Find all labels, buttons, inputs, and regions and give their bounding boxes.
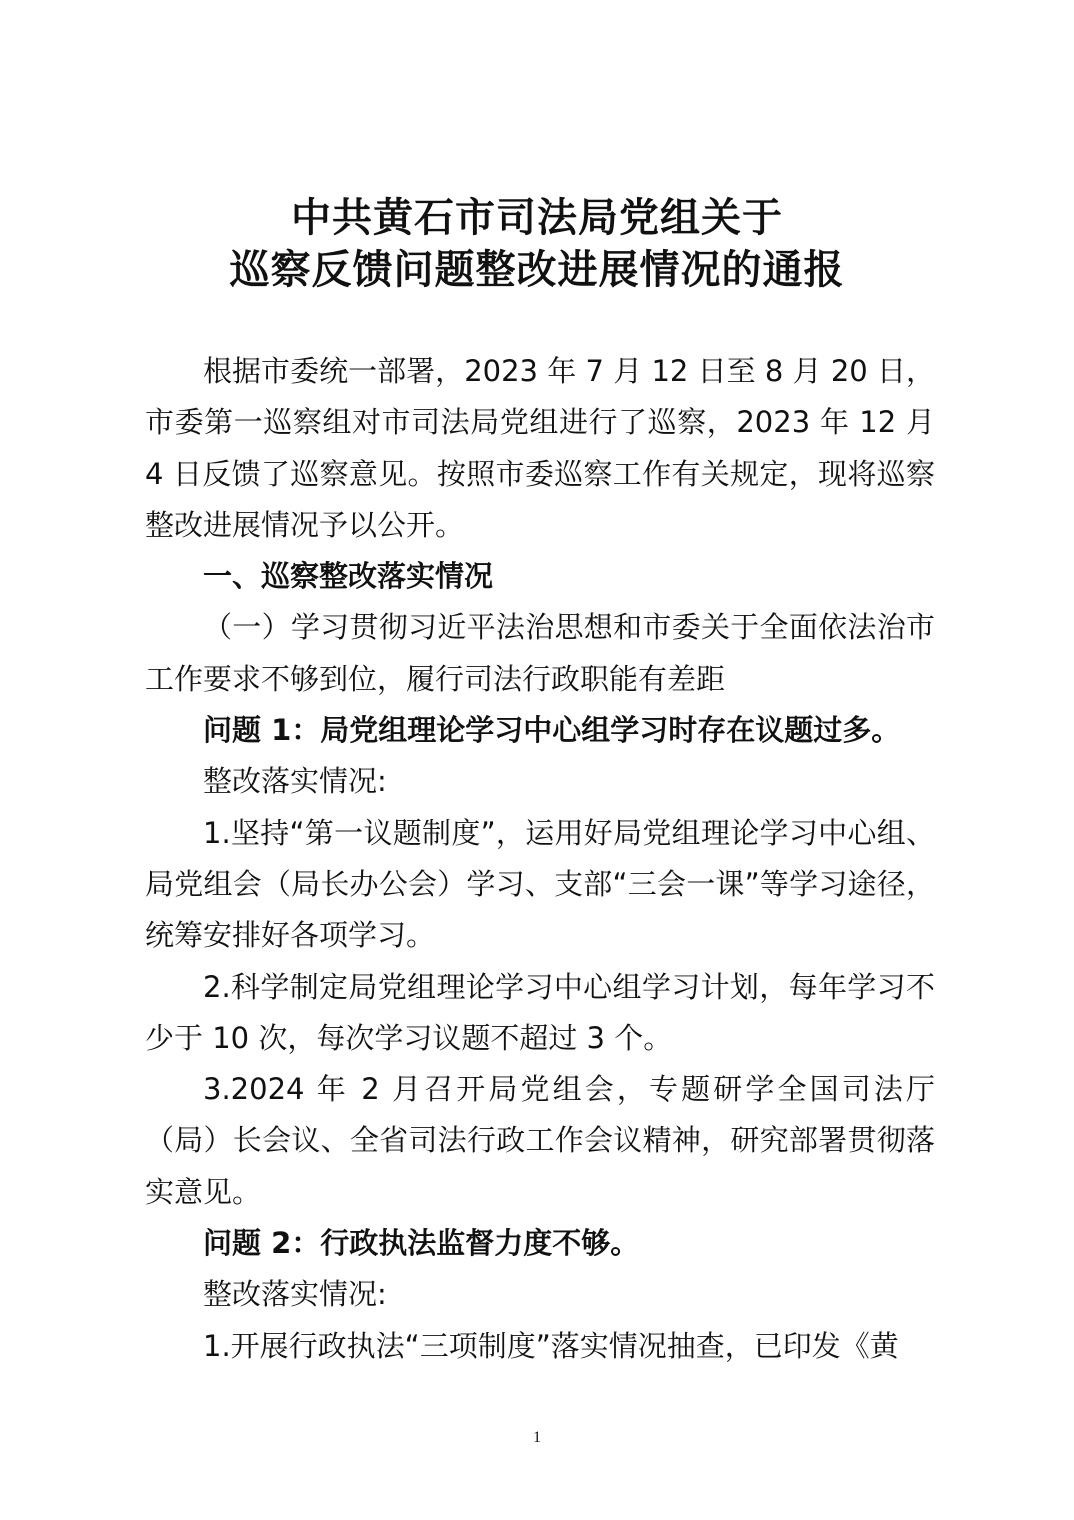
document-title-line1: 中共黄石市司法局党组关于 — [291, 194, 783, 241]
page-number: 1 — [533, 1429, 541, 1446]
rectification-label: 整改落实情况: — [203, 764, 387, 799]
issue-heading: 问题 2：行政执法监督力度不够。 — [203, 1226, 640, 1261]
issue-heading: 问题 1：局党组理论学习中心组学习时存在议题过多。 — [203, 713, 901, 748]
rectification-label: 整改落实情况: — [203, 1277, 387, 1312]
document-body — [145, 346, 935, 1372]
list-item: 1.坚持“第一议题制度”，运用好局党组理论学习中心组、局党组会（局长办公会）学习、支部“三会一课”等学习途径，统筹安排好各项学习。 — [145, 815, 935, 953]
list-item: 2.科学制定局党组理论学习中心组学习计划，每年学习不少于 10 次，每次学习议题不超过 3 个。 — [145, 969, 935, 1055]
list-item: 1.开展行政执法“三项制度”落实情况抽查，已印发《黄 — [203, 1328, 899, 1363]
section-heading: 一、巡察整改落实情况 — [203, 559, 494, 594]
subsection-heading: （一）学习贯彻习近平法治思想和市委关于全面依法治市工作要求不够到位，履行司法行政职能有差距 — [145, 610, 935, 696]
list-item: 3.2024 年 2 月召开局党组会，专题研学全国司法厅（局）长会议、全省司法行政工作会议精神，研究部署贯彻落实意见。 — [145, 1072, 935, 1209]
intro-paragraph: 根据市委统一部署，2023 年 7 月 12 日至 8 月 20 日，市委第一巡察组对市司法局党组进行了巡察，2023 年 12 月 4 日反馈了巡察意见。按照市委巡察工作有关规定，现将巡察整改进展情况予以公开。 — [145, 354, 935, 542]
document-title-line2: 巡察反馈问题整改进展情况的通报 — [229, 246, 845, 293]
